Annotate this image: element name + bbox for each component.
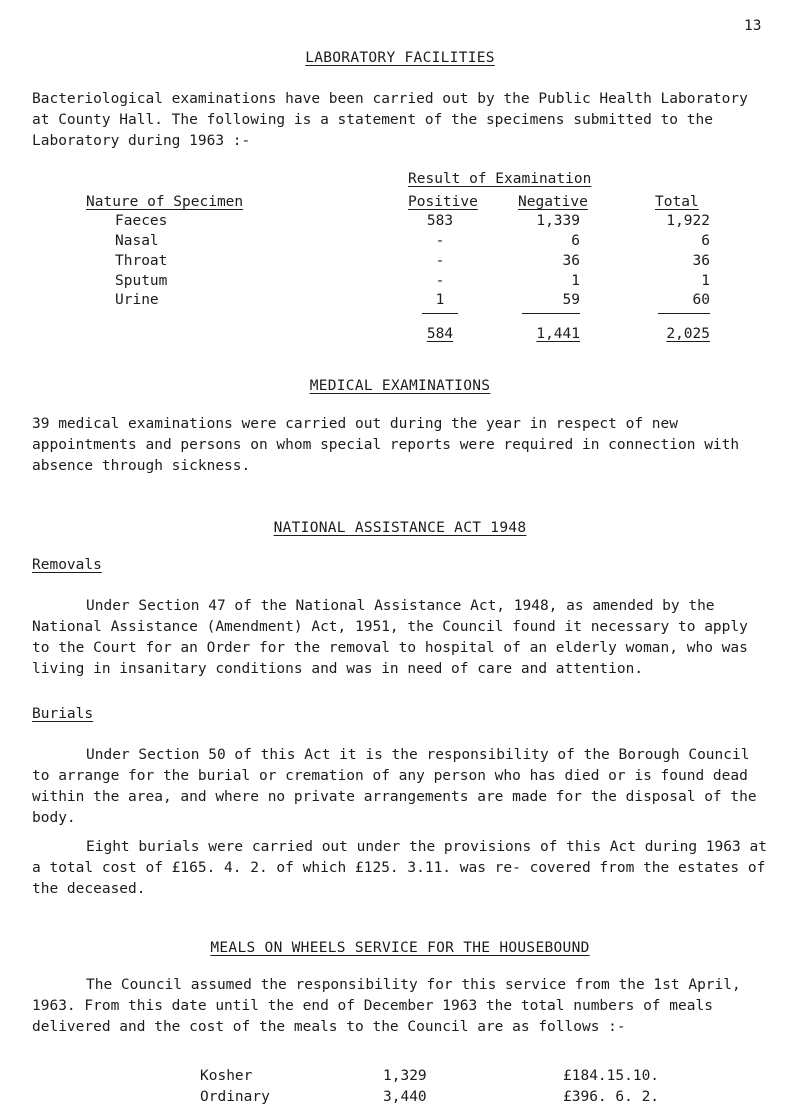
meal-cost: £184.15.10. [563, 1068, 660, 1084]
negative-cell: 59 [562, 292, 580, 308]
positive-cell: - [435, 233, 445, 249]
negative-cell: 1,339 [536, 213, 580, 229]
total-cell: 6 [701, 233, 710, 249]
page-number: 13 [744, 18, 762, 34]
burials-text-1: Under Section 50 of this Act it is the responsibility of the Borough Council to arrange for the burial or cremation of any person who has died or is found dead within the area, and where no private arrangements are made for the disposal of the body. [32, 747, 757, 826]
positive-total: 584 [426, 326, 454, 342]
burials-heading: Burials [32, 706, 94, 722]
total-rule [658, 313, 710, 314]
col-positive-header: Positive [408, 194, 478, 210]
positive-rule [422, 313, 458, 314]
specimen-name: Sputum [115, 273, 168, 289]
positive-cell: - [435, 253, 445, 269]
col-negative-header: Negative [518, 194, 588, 210]
lab-intro: Bacteriological examinations have been carried out by the Public Health Laboratory at County Hall. The following is a statement of the specimens submitted to the Laboratory during 1963 :- [32, 91, 748, 149]
col-group-header: Result of Examination [408, 171, 592, 187]
meals-text: The Council assumed the responsibility for this service from the 1st April, 1963. From this date until the end of December 1963 the total numbers of meals delivered and the cost of the meals to the Council are as follows :- [32, 977, 741, 1035]
meals-heading: MEALS ON WHEELS SERVICE FOR THE HOUSEBOUND [210, 940, 590, 956]
specimen-name: Nasal [115, 233, 159, 249]
negative-cell: 6 [571, 233, 580, 249]
medical-text: 39 medical examinations were carried out during the year in respect of new appointments and persons on whom special reports were required in connection with absence through sickness. [32, 416, 740, 474]
col-total-header: Total [655, 194, 699, 210]
total-cell: 1 [701, 273, 710, 289]
negative-rule [522, 313, 580, 314]
meal-cost: £396. 6. 2. [563, 1089, 660, 1105]
meal-count: 1,329 [383, 1068, 427, 1084]
col-nature-header: Nature of Specimen [86, 194, 244, 210]
specimen-name: Faeces [115, 213, 168, 229]
specimen-name: Urine [115, 292, 159, 308]
positive-cell: 583 [426, 213, 454, 229]
negative-cell: 1 [571, 273, 580, 289]
burials-text-2: Eight burials were carried out under the provisions of this Act during 1963 at a total cost of £165. 4. 2. of which £125. 3.11. was re- covered from the estates of the deceased. [32, 839, 767, 897]
positive-cell: 1 [435, 292, 445, 308]
negative-cell: 36 [562, 253, 580, 269]
total-cell: 60 [692, 292, 710, 308]
medical-heading: MEDICAL EXAMINATIONS [309, 378, 491, 394]
lab-heading: LABORATORY FACILITIES [305, 50, 495, 66]
negative-total: 1,441 [536, 326, 580, 342]
meal-type: Kosher [200, 1068, 253, 1084]
assistance-heading: NATIONAL ASSISTANCE ACT 1948 [273, 520, 527, 536]
meal-count: 3,440 [383, 1089, 427, 1105]
total-cell: 36 [692, 253, 710, 269]
grand-total: 2,025 [666, 326, 710, 342]
positive-cell: - [435, 273, 445, 289]
total-cell: 1,922 [666, 213, 710, 229]
specimen-name: Throat [115, 253, 168, 269]
meal-type: Ordinary [200, 1089, 270, 1105]
removals-text: Under Section 47 of the National Assistance Act, 1948, as amended by the National Assistance (Amendment) Act, 1951, the Council found it necessary to apply to the Court for an Order for the removal to hospital of an elderly woman, who was living in insanitary conditions and was in need of care and attention. [32, 598, 748, 677]
removals-heading: Removals [32, 557, 102, 573]
